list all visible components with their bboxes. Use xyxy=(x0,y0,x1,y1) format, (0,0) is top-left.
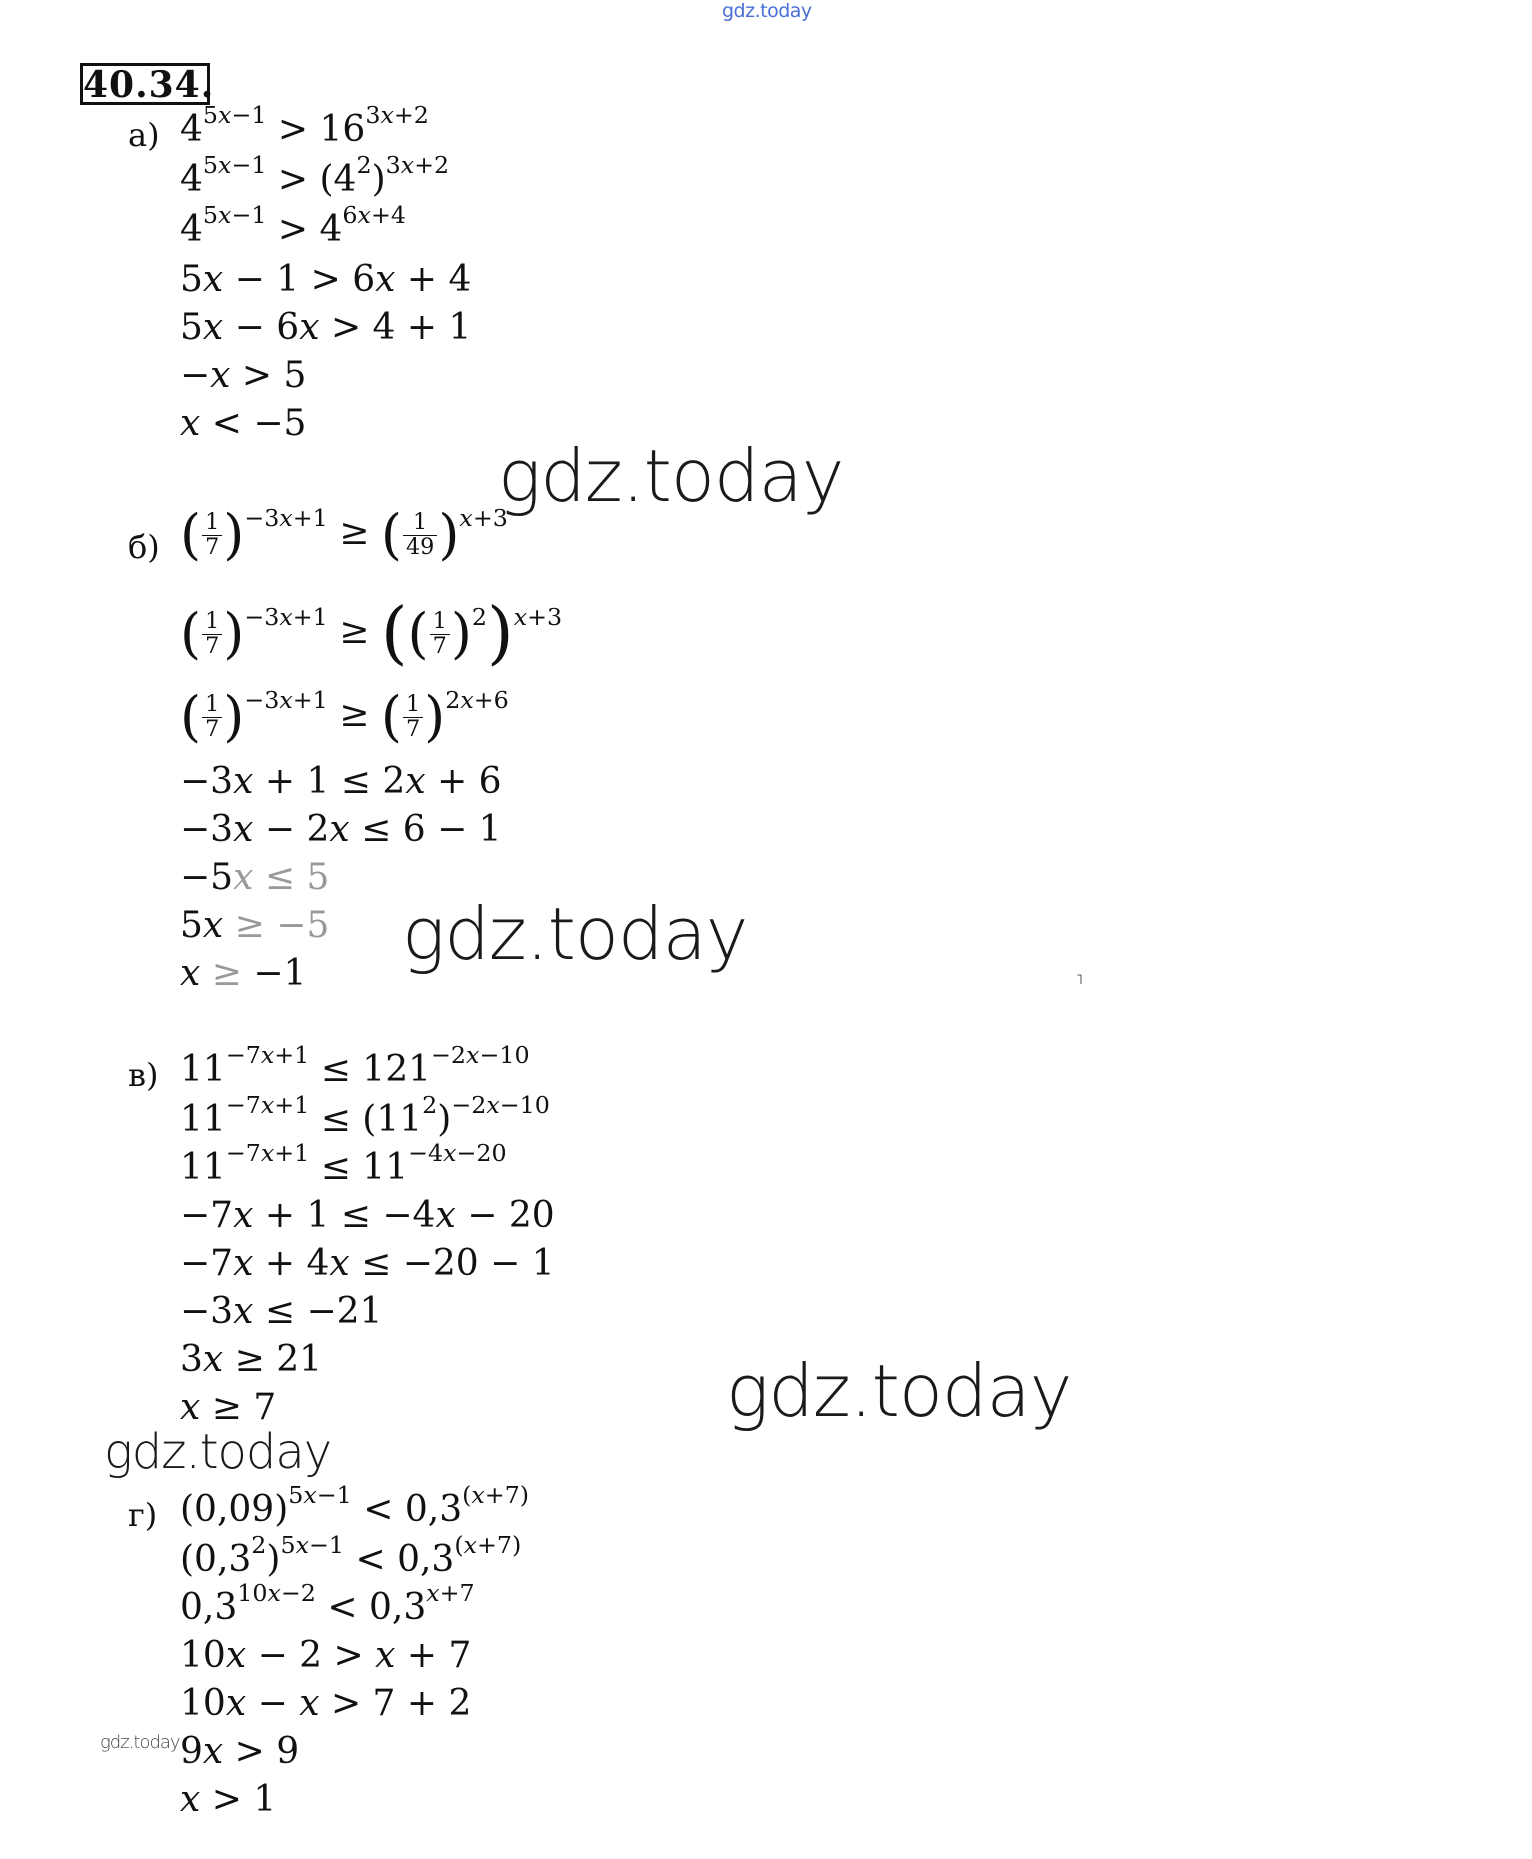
watermark-top: gdz.today xyxy=(722,0,812,22)
part-g-line-6: 9x > 9 xyxy=(180,1731,300,1772)
part-v-line-1: $11^{-7x+1} \le 121^{-2x-10}$ xyxy=(180,1041,530,1090)
task-number: 40.34. xyxy=(80,63,210,105)
part-a-line-4: 5x − 1 > 6x + 4 xyxy=(180,259,472,300)
part-b-line-6: −5x ≤ 5 xyxy=(180,857,330,898)
part-b-line-7: 5x ≥ −5 xyxy=(180,905,330,946)
part-g-line-5: 10x − x > 7 + 2 xyxy=(180,1683,472,1724)
stray-mark: ˥ xyxy=(1076,972,1083,988)
part-label-v: в) xyxy=(128,1056,159,1094)
part-v-line-3: $11^{-7x+1} \le 11^{-4x-20}$ xyxy=(180,1139,507,1188)
watermark-2: gdz.today xyxy=(402,892,748,976)
part-b-line-1: ( $\frac{1}{7}$ )$^{-3x+1}$ ≥ ( $\frac{1}{49}$ )$^{x+3}$ xyxy=(180,503,508,566)
part-label-g: г) xyxy=(128,1496,158,1534)
watermark-3: gdz.today xyxy=(726,1349,1072,1433)
part-g-line-7: x > 1 xyxy=(180,1779,277,1820)
watermark-5: gdz.today xyxy=(100,1732,180,1753)
part-v-line-7: 3x ≥ 21 xyxy=(180,1339,323,1380)
part-v-line-4: −7x + 1 ≤ −4x − 20 xyxy=(180,1195,555,1236)
part-v-line-5: −7x + 4x ≤ −20 − 1 xyxy=(180,1243,555,1284)
part-g-line-4: 10x − 2 > x + 7 xyxy=(180,1635,472,1676)
part-b-line-3: ( $\frac{1}{7}$ )$^{-3x+1}$ ≥ ( $\frac{1}{7}$ )$^{2x+6}$ xyxy=(180,685,509,748)
part-v-line-2: $11^{-7x+1} \le (11^2)^{-2x-10}$ xyxy=(180,1091,550,1140)
part-g-line-3: $0,3^{10x-2} < 0,3^{x+7}$ xyxy=(180,1579,475,1628)
part-g-line-2: $(0,3^2)^{5x-1} < 0,3^{(x+7)}$ xyxy=(180,1531,522,1580)
part-a-line-5: 5x − 6x > 4 + 1 xyxy=(180,307,472,348)
part-a-line-7: x < −5 xyxy=(180,403,307,444)
part-v-line-6: −3x ≤ −21 xyxy=(180,1291,383,1332)
part-a-line-3: $4^{5x-1} > 4^{6x+4}$ xyxy=(180,201,406,250)
watermark-1: gdz.today xyxy=(498,434,844,518)
part-label-a: а) xyxy=(128,116,160,154)
part-label-b: б) xyxy=(128,528,160,566)
part-b-line-2: ( $\frac{1}{7}$ )$^{-3x+1}$ ≥ (( $\frac{1}{7}$ )$^2$)$^{x+3}$ xyxy=(180,594,563,673)
part-g-line-1: $(0,09)^{5x-1} < 0,3^{(x+7)}$ xyxy=(180,1481,530,1530)
watermark-4: gdz.today xyxy=(104,1424,332,1480)
part-b-line-8: x ≥ −1 xyxy=(180,953,307,994)
part-b-line-4: −3x + 1 ≤ 2x + 6 xyxy=(180,761,502,802)
part-v-line-8: x ≥ 7 xyxy=(180,1387,277,1428)
part-b-line-5: −3x − 2x ≤ 6 − 1 xyxy=(180,809,502,850)
part-a-line-6: −x > 5 xyxy=(180,355,307,396)
part-a-line-1: $4^{5x-1} > 16^{3x+2}$ xyxy=(180,101,429,150)
part-a-line-2: $4^{5x-1} > (4^2)^{3x+2}$ xyxy=(180,151,450,200)
